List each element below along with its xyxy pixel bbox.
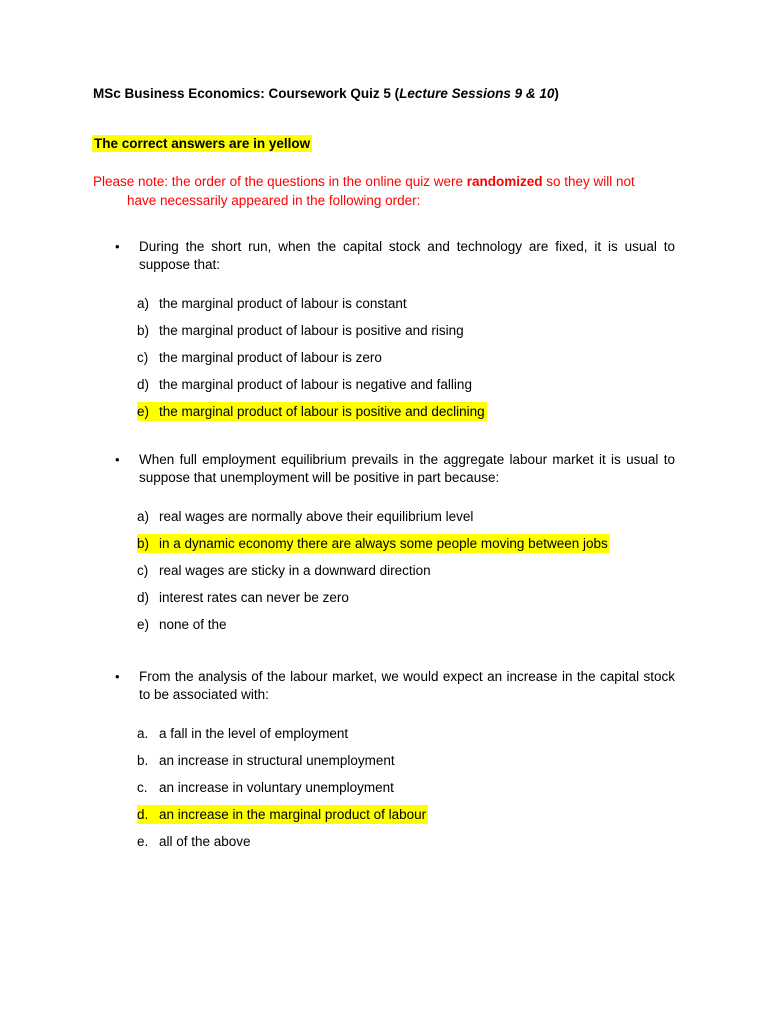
- answer-options: [115, 503, 675, 638]
- question-stem: [115, 668, 675, 704]
- bullet-icon: •: [115, 452, 120, 467]
- page-title: [93, 86, 559, 101]
- notice-line-2: have necessarily appeared in the following order:: [127, 193, 421, 208]
- question-text: When full employment equilibrium prevails in the aggregate labour market it is usual to suppose that unemployment will be positive in part because:: [139, 452, 675, 485]
- question-2: [115, 451, 675, 638]
- answer-options: [115, 720, 675, 855]
- answer-option: a. a fall in the level of employment: [137, 726, 349, 741]
- question-1: [115, 238, 675, 425]
- question-stem: [115, 238, 675, 274]
- answer-option: c) the marginal product of labour is zero: [137, 350, 382, 365]
- answer-option: a) real wages are normally above their equilibrium level: [137, 509, 474, 524]
- bullet-icon: •: [115, 239, 120, 254]
- answer-option: c) real wages are sticky in a downward direction: [137, 563, 431, 578]
- question-text: During the short run, when the capital stock and technology are fixed, it is usual to suppose that:: [139, 239, 675, 272]
- answer-options: [115, 290, 675, 425]
- randomized-notice: [93, 172, 683, 210]
- question-stem: [115, 451, 675, 487]
- answer-option: d) the marginal product of labour is negative and falling: [137, 377, 472, 392]
- answer-option: d) interest rates can never be zero: [137, 590, 349, 605]
- correct-answers-note: [92, 136, 312, 151]
- answer-option: a) the marginal product of labour is constant: [137, 296, 407, 311]
- question-text: From the analysis of the labour market, we would expect an increase in the capital stock to be associated with:: [139, 669, 675, 702]
- answer-option-correct: b) in a dynamic economy there are always some people moving between jobs: [137, 536, 608, 551]
- answer-option: e. all of the above: [137, 834, 251, 849]
- notice-randomized: randomized: [466, 174, 543, 189]
- answer-option: c. an increase in voluntary unemployment: [137, 780, 394, 795]
- title-close: ): [554, 86, 559, 101]
- title-main: MSc Business Economics: Coursework Quiz 5 (: [93, 86, 400, 101]
- answer-option: b. an increase in structural unemployment: [137, 753, 395, 768]
- correct-answers-highlight: The correct answers are in yellow: [94, 136, 311, 151]
- title-lecture-sessions: Lecture Sessions 9 & 10: [399, 86, 555, 101]
- bullet-icon: •: [115, 669, 120, 684]
- answer-option-correct: e) the marginal product of labour is positive and declining: [137, 404, 485, 419]
- answer-option: b) the marginal product of labour is positive and rising: [137, 323, 464, 338]
- answer-option: e) none of the: [137, 617, 227, 632]
- answer-option-correct: d. an increase in the marginal product of labour: [137, 807, 427, 822]
- notice-line-1: Please note: the order of the questions in the online quiz were randomized so they will not: [93, 174, 635, 189]
- question-3: [115, 668, 675, 855]
